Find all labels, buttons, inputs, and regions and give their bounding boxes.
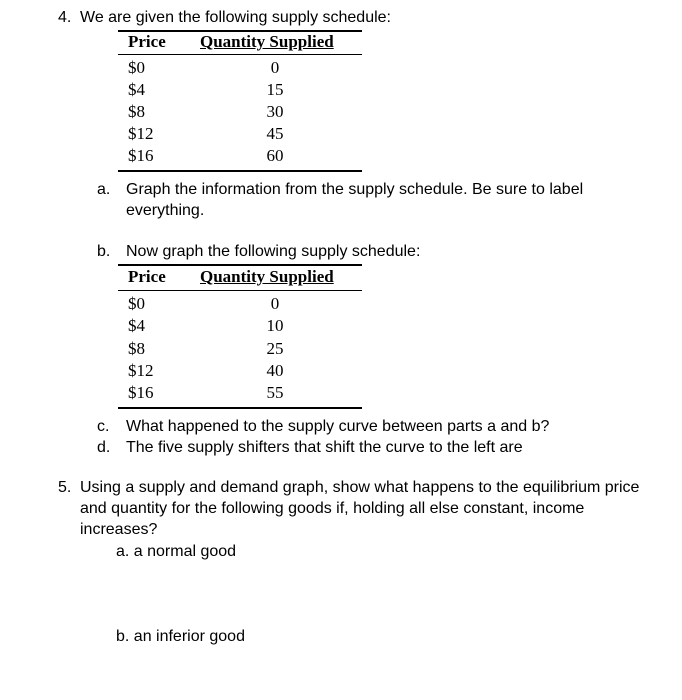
table-cell-price: $16 [128,383,154,402]
part-c-label: c. [97,418,110,435]
part-a-text-line-2: everything. [126,202,205,219]
part-d-label: d. [97,439,111,456]
table-cell-price: $12 [128,124,154,143]
table-cell-quantity: 15 [266,80,284,99]
table-header-rule [118,290,362,291]
table-cell-quantity: 30 [266,102,284,121]
part-a-text-line-1: Graph the information from the supply schedule. Be sure to label [126,181,584,198]
question-5-text-line-2: and quantity for the following goods if, holding all else constant, income [80,500,585,517]
table-cell-price: $8 [128,102,145,121]
table-cell-price: $16 [128,146,154,165]
question-5-number: 5. [58,479,72,496]
table-cell-quantity: 40 [266,361,284,380]
table-cell-price: $4 [128,80,145,99]
table-header-price: Price [128,32,166,51]
table-cell-price: $12 [128,361,154,380]
question-4-number: 4. [58,9,72,26]
table-cell-quantity: 10 [266,316,284,335]
table-header-rule [118,54,362,55]
table-cell-quantity: 45 [266,124,284,143]
supply-schedule-table-1 [118,30,362,172]
table-header-quantity: Quantity Supplied [200,267,334,286]
table-cell-quantity: 25 [266,339,284,358]
table-bottom-rule [118,170,362,172]
table-cell-quantity: 0 [270,58,280,77]
table-header-quantity: Quantity Supplied [200,32,334,51]
part-b-label: b. [97,243,111,260]
table-cell-price: $0 [128,294,145,313]
table-cell-price: $8 [128,339,145,358]
table-cell-price: $0 [128,58,145,77]
question-5-text-line-3: increases? [80,521,158,538]
question-5-part-b: b. an inferior good [116,628,245,645]
part-d-text: The five supply shifters that shift the curve to the left are [126,439,523,456]
supply-schedule-table-2 [118,264,362,410]
table-cell-quantity: 55 [266,383,284,402]
question-5-text-line-1: Using a supply and demand graph, show what happens to the equilibrium price [80,479,640,496]
table-top-rule [118,264,362,266]
table-bottom-rule [118,407,362,409]
table-cell-quantity: 0 [270,294,280,313]
table-header-price: Price [128,267,166,286]
question-4-text: We are given the following supply schedule: [80,9,391,26]
question-5-part-a: a. a normal good [116,543,237,560]
part-c-text: What happened to the supply curve between parts a and b? [126,418,550,435]
table-cell-quantity: 60 [266,146,284,165]
part-a-label: a. [97,181,111,198]
part-b-text: Now graph the following supply schedule: [126,243,421,260]
table-cell-price: $4 [128,316,145,335]
